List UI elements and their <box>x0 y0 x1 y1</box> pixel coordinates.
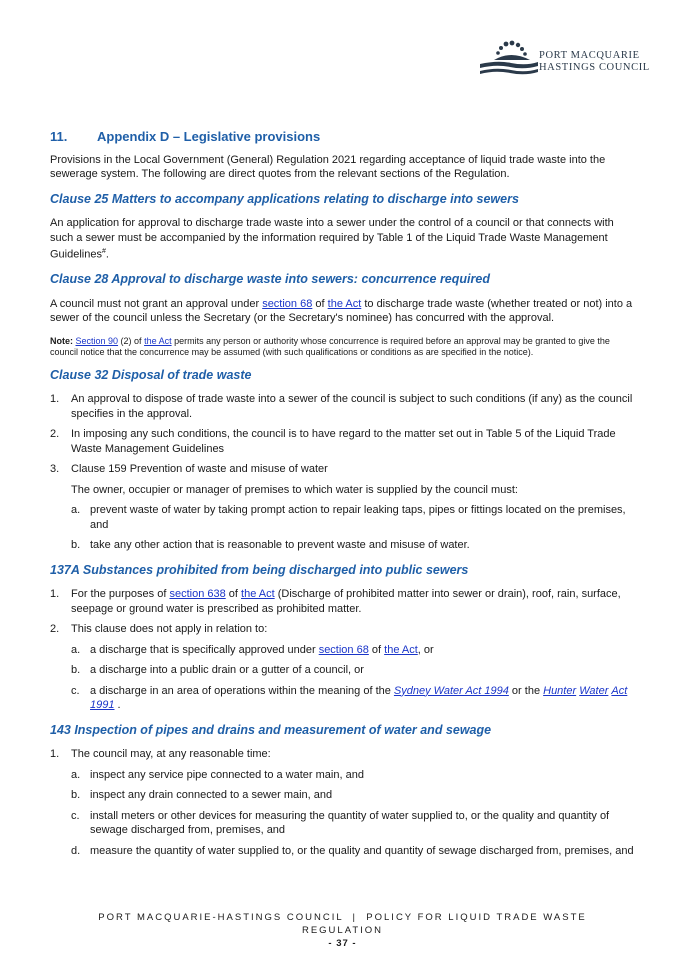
text: of <box>368 643 385 656</box>
list-text <box>90 643 635 658</box>
section-title: Appendix D – Legislative provisions <box>97 129 321 144</box>
sub-list-item <box>71 788 635 803</box>
section-number: 11. <box>50 129 68 144</box>
note-label: Note: <box>50 335 73 346</box>
text: a discharge that is specifically approved under <box>90 643 319 656</box>
sub-list-item <box>71 844 635 859</box>
list-text: An approval to dispose of trade waste into a sewer of the council is subject to such conditions (if any) as the council specifies in the approval. <box>71 393 633 420</box>
list-text: a discharge into a public drain or a gutter of a council, or <box>90 664 364 677</box>
clause-25-text: An application for approval to discharge trade waste into a sewer under the control of a council or that connects with such a sewer must be accompanied by the information required by Table 1 of the Liquid Trade Waste Management Guidelines <box>50 217 614 261</box>
text: A council must not grant an approval under <box>50 297 263 310</box>
text: (Discharge of prohibited matter into sewer or drain), roof, rain, surface, seepage or ground water is prescribed as prohibited matter. <box>71 588 621 615</box>
section-638-link[interactable]: section 638 <box>169 588 226 601</box>
clause-143-heading: 143 Inspection of pipes and drains and measurement of water and sewage <box>50 722 492 737</box>
list-item <box>50 747 635 762</box>
the-act-link[interactable]: the Act <box>241 588 275 601</box>
list-item <box>50 462 635 477</box>
list-marker: 3. <box>50 463 60 476</box>
hunter-water-act-link[interactable]: Act 1991 <box>90 684 628 712</box>
hunter-water-act-link[interactable]: Hunter <box>543 684 577 697</box>
list-text: This clause does not apply in relation to: <box>71 623 268 636</box>
sub-list-item <box>71 503 635 532</box>
list-text: In imposing any such conditions, the council is to have regard to the matter set out in Table 5 of the Liquid Trade Waste Management Guidelines <box>71 428 616 455</box>
text: a discharge in an area of operations within the meaning of the <box>90 684 394 697</box>
sub-list-item <box>71 538 635 553</box>
list-text: take any other action that is reasonable to prevent waste and misuse of water. <box>90 539 470 552</box>
sydney-water-act-link[interactable]: Sydney Water Act 1994 <box>393 684 509 697</box>
list-item <box>50 622 635 637</box>
text: (2) of <box>118 335 145 346</box>
intro-paragraph: Provisions in the Local Government (General) Regulation 2021 regarding acceptance of liquid trade waste into the sewerage system. The following are direct quotes from the relevant sections of the Regulation. <box>50 153 606 180</box>
clause-25-end: . <box>105 248 109 261</box>
clause-28-body <box>50 297 635 326</box>
text: For the purposes of <box>71 588 170 601</box>
list-marker: b. <box>71 789 81 802</box>
list-marker: c. <box>71 684 80 697</box>
section-68-link[interactable]: section 68 <box>318 643 369 656</box>
list-text <box>90 684 635 713</box>
sub-list-item <box>71 768 635 783</box>
section-heading <box>50 130 635 145</box>
list-text: measure the quantity of water supplied to, or the quality and quantity of sewage discharged from, premises, and <box>90 844 634 857</box>
sub-list-item <box>71 684 635 713</box>
logo-text <box>539 50 650 74</box>
list-item <box>50 427 635 456</box>
footer-line-1: PORT MACQUARIE-HASTINGS COUNCIL | POLICY FOR LIQUID TRADE WASTE <box>98 912 587 923</box>
footer-line-2: REGULATION <box>301 925 384 936</box>
list-marker: 2. <box>50 428 60 441</box>
list-item <box>50 587 635 616</box>
list-text: Clause 159 Prevention of waste and misuse of water <box>71 463 328 476</box>
list-text: inspect any drain connected to a sewer main, and <box>90 789 333 802</box>
page-footer <box>50 911 635 950</box>
text: of <box>225 588 242 601</box>
text: , or <box>417 643 434 656</box>
clause-25-body <box>50 216 635 262</box>
footnote-marker: # <box>101 248 106 255</box>
text: or the <box>508 684 544 697</box>
indented-paragraph: The owner, occupier or manager of premises to which water is supplied by the council must: <box>71 483 518 496</box>
clause-28-heading: Clause 28 Approval to discharge waste into sewers: concurrence required <box>50 272 490 287</box>
list-marker: 1. <box>50 588 60 601</box>
the-act-link[interactable]: the Act <box>384 643 418 656</box>
list-text: prevent waste of water by taking prompt action to repair leaking taps, pipes or fittings located on the premises, and <box>90 504 626 531</box>
list-marker: b. <box>71 664 81 677</box>
list-marker: 1. <box>50 748 60 761</box>
list-item <box>50 392 635 421</box>
list-marker: a. <box>71 643 81 656</box>
the-act-link[interactable]: the Act <box>144 335 172 346</box>
list-text: The council may, at any reasonable time: <box>71 748 271 761</box>
clause-28-note <box>50 336 635 359</box>
sub-list-item <box>71 809 635 838</box>
clause-137a-heading: 137A Substances prohibited from being discharged into public sewers <box>50 562 469 577</box>
text: of <box>312 297 328 310</box>
document-body <box>50 130 635 864</box>
text: to discharge trade waste (whether treated or not) into a sewer of the council unless the Secretary (or the Secretary's nominee) has concurred with the approval. <box>50 297 633 325</box>
list-marker: 1. <box>50 393 60 406</box>
logo-line-2: HASTINGS COUNCIL <box>539 62 650 73</box>
clause-32-heading: Clause 32 Disposal of trade waste <box>50 367 252 382</box>
list-marker: 2. <box>50 623 60 636</box>
sub-list-item <box>71 663 635 678</box>
list-marker: d. <box>71 844 81 857</box>
sub-list-item <box>71 643 635 658</box>
list-marker: c. <box>71 809 80 822</box>
the-act-link[interactable]: the Act <box>327 297 362 310</box>
hunter-water-act-link[interactable]: Water <box>579 684 609 697</box>
list-text: install meters or other devices for measuring the quantity of water supplied to, or the quality and quantity of sewage discharged from, premises, and <box>90 809 610 837</box>
section-68-link[interactable]: section 68 <box>262 297 313 310</box>
clause-25-heading: Clause 25 Matters to accompany applications relating to discharge into sewers <box>50 191 519 206</box>
list-marker: a. <box>71 504 81 517</box>
list-text: inspect any service pipe connected to a water main, and <box>90 768 364 781</box>
text: permits any person or authority whose concurrence is required before an approval may be granted to give the council notice that the concurrence may be assumed (with such qualifications or conditions as are specified in the notice). <box>50 335 610 358</box>
text: . <box>114 699 121 712</box>
page-number: - 37 - <box>328 938 357 949</box>
list-text <box>71 587 635 616</box>
list-marker: a. <box>71 768 81 781</box>
logo-line-1: PORT MACQUARIE <box>539 50 640 61</box>
list-marker: b. <box>71 539 81 552</box>
section-90-link[interactable]: Section 90 <box>75 335 119 346</box>
